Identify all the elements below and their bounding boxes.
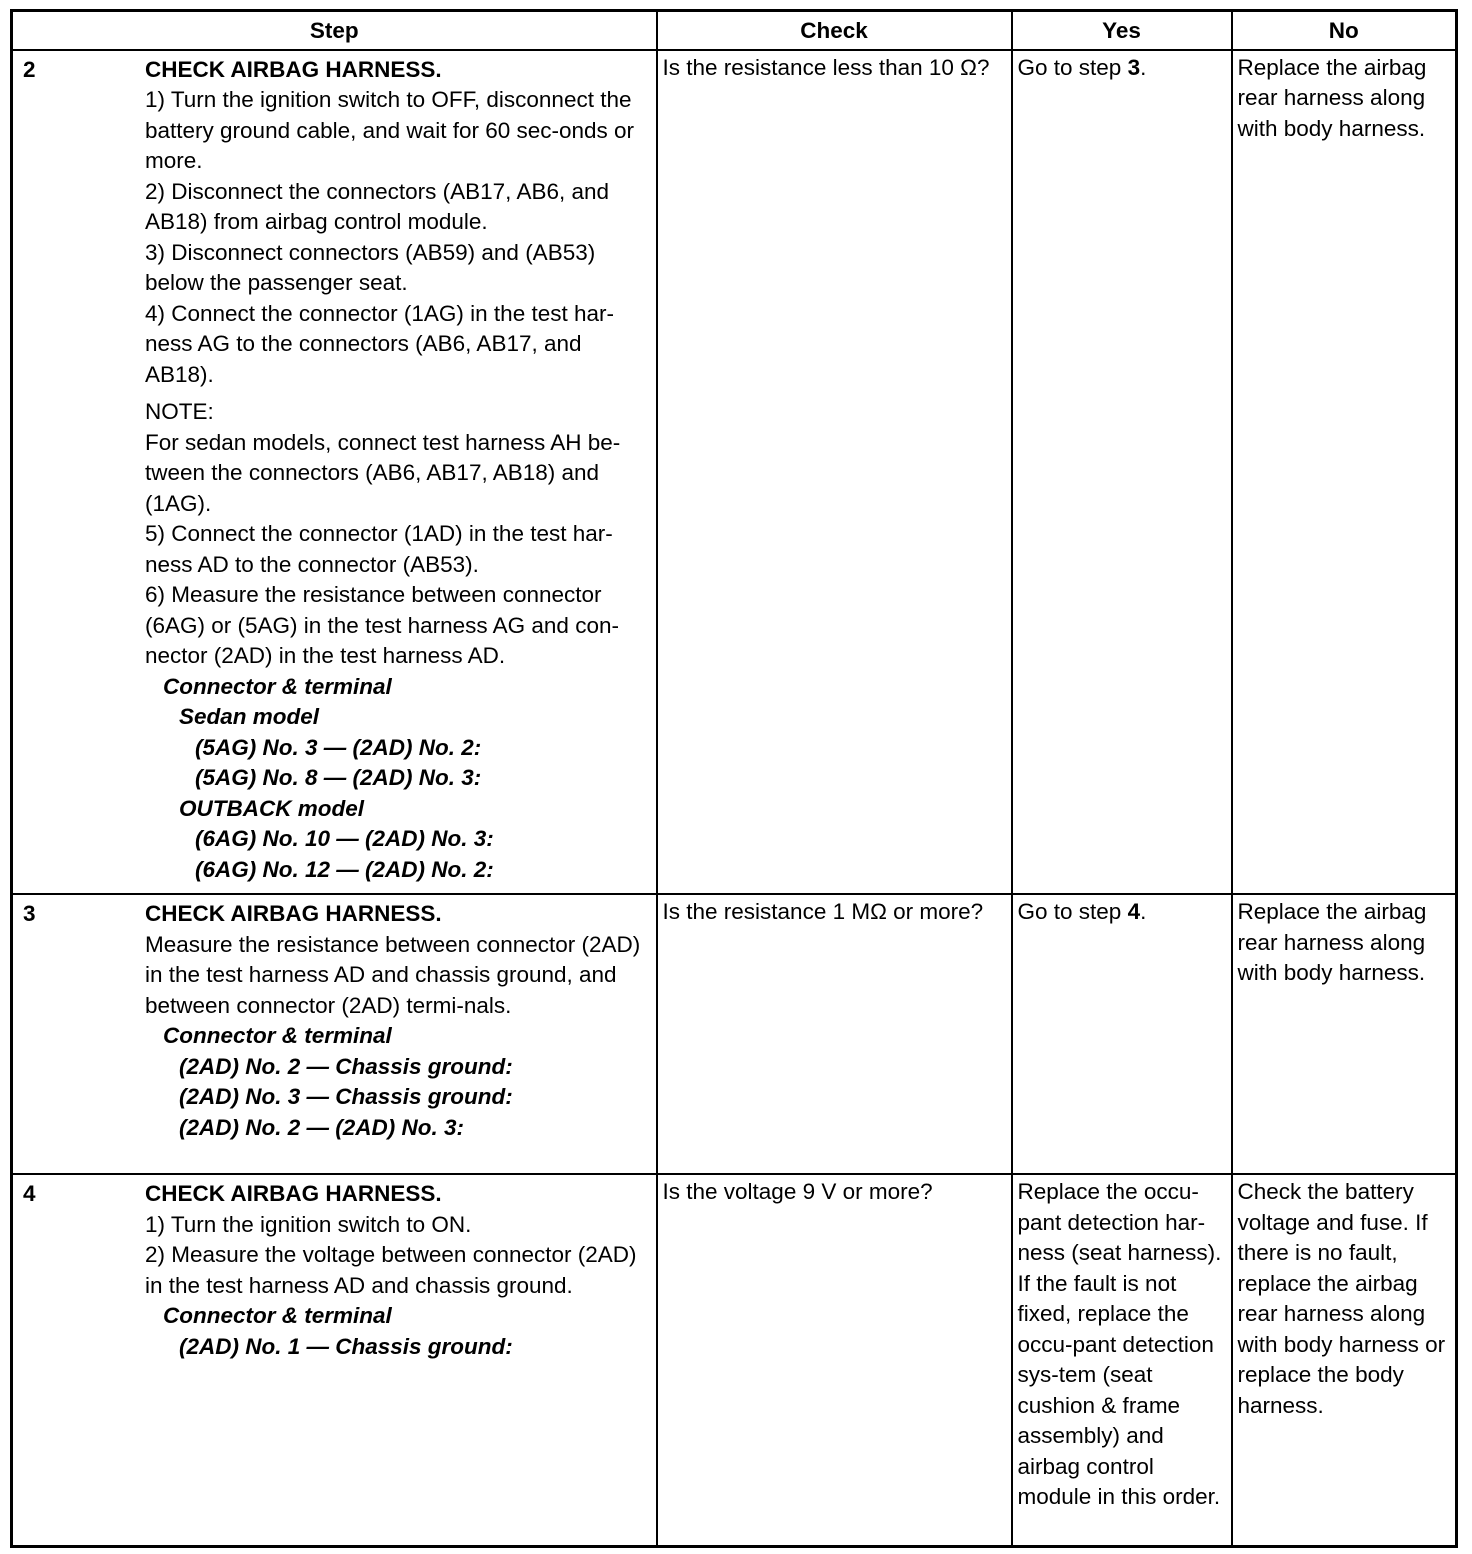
step-description — [141, 897, 651, 1147]
step-number: 3 — [23, 901, 36, 926]
header-no: No — [1232, 11, 1457, 50]
step-number: 2 — [23, 56, 36, 82]
check-cell: Is the resistance less than 10 Ω? — [657, 50, 1012, 895]
step-title: CHECK AIRBAG HARNESS. — [145, 1181, 442, 1206]
procedure-line: 3) Disconnect connectors (AB59) and (AB53) below the passenger seat. — [145, 239, 596, 295]
step-description — [141, 53, 651, 890]
model-label: Sedan model — [179, 704, 320, 729]
terminal-spec: (2AD) No. 2 — (2AD) No. 3: — [179, 1114, 465, 1140]
check-cell: Is the voltage 9 V or more? — [657, 1174, 1012, 1546]
header-yes: Yes — [1012, 11, 1232, 50]
terminal-spec: (6AG) No. 12 — (2AD) No. 2: — [195, 856, 494, 882]
header-step: Step — [12, 11, 657, 50]
terminal-spec: (5AG) No. 8 — (2AD) No. 3: — [195, 765, 482, 790]
procedure-line: 5) Connect the connector (1AD) in the test har-ness AD to the connector (AB53). — [145, 521, 613, 577]
header-row — [12, 11, 1457, 50]
yes-cell — [1012, 50, 1232, 895]
header-check: Check — [657, 11, 1012, 50]
procedure-line: Measure the resistance between connector (2AD) in the test harness AD and chassis ground, and between connector (2AD) termi-nals. — [145, 931, 641, 1018]
procedure-line: 1) Turn the ignition switch to OFF, disconnect the battery ground cable, and wait for 60 sec-onds or more. — [145, 87, 635, 173]
step-number: 4 — [23, 1181, 36, 1206]
yes-suffix: . — [1140, 54, 1147, 80]
procedure-line: 6) Measure the resistance between connector (6AG) or (5AG) in the test harness AG and con-nector (2AD) in the test harness AD. — [145, 582, 619, 668]
procedure-line: 4) Connect the connector (1AG) in the test har-ness AG to the connectors (AB6, AB17, and AB18). — [145, 300, 614, 387]
step-cell — [12, 1174, 657, 1546]
note-label: NOTE: — [145, 399, 214, 424]
yes-cell — [1012, 894, 1232, 1174]
yes-suffix: . — [1140, 899, 1147, 924]
diagnostic-table-container — [10, 9, 1458, 1548]
terminal-spec: (6AG) No. 10 — (2AD) No. 3: — [195, 826, 494, 851]
yes-prefix: Go to step — [1017, 54, 1128, 80]
note-text: For sedan models, connect test harness AH be-tween the connectors (AB6, AB17, AB18) and (1AG). — [145, 429, 621, 516]
terminal-spec: (2AD) No. 2 — Chassis ground: — [179, 1053, 513, 1079]
spec-heading: Connector & terminal — [163, 673, 392, 699]
yes-step-ref: 4 — [1127, 899, 1141, 924]
step-title: CHECK AIRBAG HARNESS. — [145, 56, 442, 82]
no-cell: Replace the airbag rear harness along with body harness. — [1232, 50, 1457, 895]
spec-heading: Connector & terminal — [163, 1023, 392, 1048]
no-cell: Check the battery voltage and fuse. If there is no fault, replace the airbag rear harness along with body harness or replace the body harness. — [1232, 1174, 1457, 1546]
yes-step-ref: 3 — [1127, 54, 1141, 80]
table-row — [12, 50, 1457, 895]
check-cell: Is the resistance 1 MΩ or more? — [657, 894, 1012, 1174]
step-description — [141, 1177, 651, 1366]
step-cell — [12, 894, 657, 1174]
procedure-line: 1) Turn the ignition switch to ON. — [145, 1211, 472, 1237]
table-row — [12, 894, 1457, 1174]
table-row — [12, 1174, 1457, 1546]
procedure-line: 2) Measure the voltage between connector (2AD) in the test harness AD and chassis ground. — [145, 1242, 637, 1298]
procedure-line: 2) Disconnect the connectors (AB17, AB6, and AB18) from airbag control module. — [145, 178, 610, 234]
step-cell — [12, 50, 657, 895]
step-title: CHECK AIRBAG HARNESS. — [145, 901, 442, 926]
terminal-spec: (2AD) No. 3 — Chassis ground: — [179, 1084, 513, 1109]
terminal-spec: (5AG) No. 3 — (2AD) No. 2: — [195, 734, 482, 760]
model-label: OUTBACK model — [179, 795, 364, 821]
terminal-spec: (2AD) No. 1 — Chassis ground: — [179, 1333, 513, 1359]
yes-cell: Replace the occu-pant detection har-ness (seat harness). If the fault is not fixed, replace the occu-pant detection sys-tem (seat cushion & frame assembly) and airbag control module in this order. — [1012, 1174, 1232, 1546]
no-cell: Replace the airbag rear harness along with body harness. — [1232, 894, 1457, 1174]
spec-heading: Connector & terminal — [163, 1303, 392, 1328]
yes-prefix: Go to step — [1017, 899, 1128, 924]
diagnostic-table — [10, 9, 1458, 1548]
